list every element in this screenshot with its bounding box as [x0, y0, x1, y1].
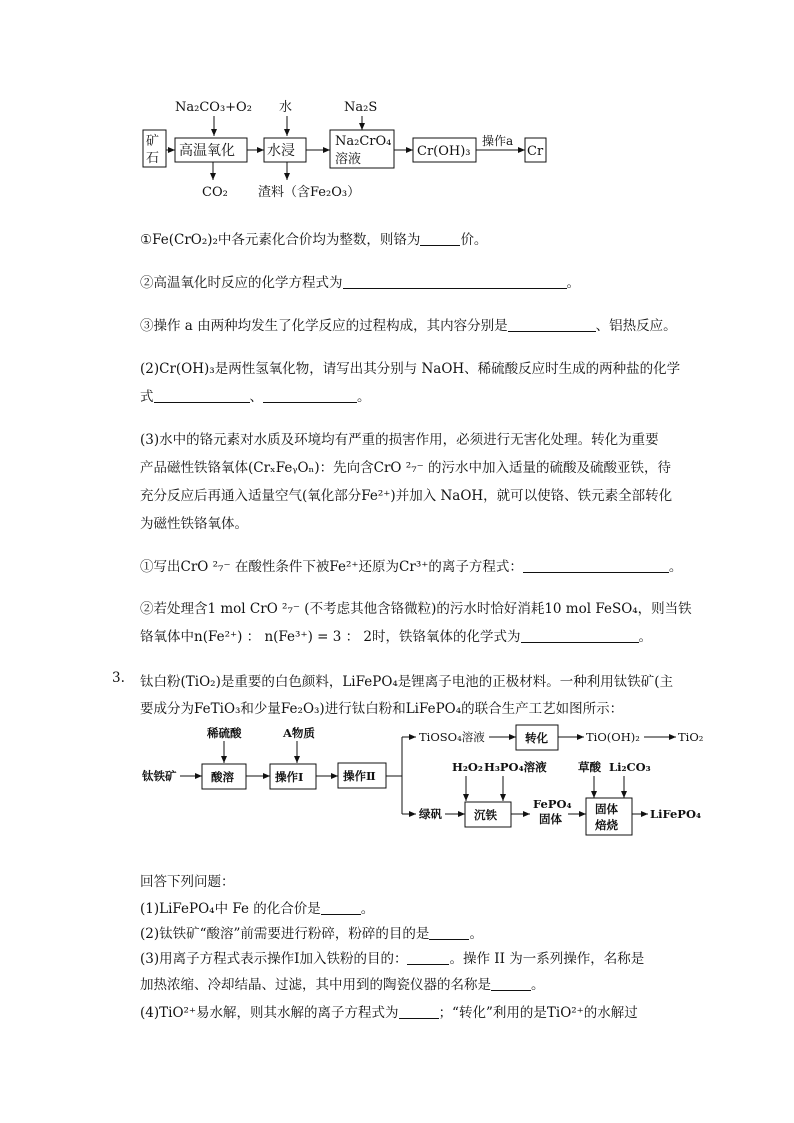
q3-sub-4: (4)TiO²⁺易水解，则其水解的离子方程式为 ；“转化”利用的是TiO²⁺的水解过 — [140, 1005, 638, 1021]
box-solid-roast-label-2: 焙烧 — [595, 818, 618, 832]
box-water-leach-label: 水浸 — [267, 143, 295, 159]
q3-intro-line2: 要成分为FeTiO₃和少量Fe₂O₃)进行钛白粉和LiFePO₄的联合生产工艺如图所示： — [140, 701, 624, 717]
label-tiooh2: TiO(OH)₂ — [586, 730, 640, 744]
q2-part2-line1: (2)Cr(OH)₃是两性氢氧化物，请写出其分别与 NaOH、稀硫酸反应时生成的两种盐的化学 — [140, 361, 681, 377]
q3-sub-1: (1)LiFePO₄中 Fe 的化合价是 。 — [140, 901, 375, 917]
box-operation-1-label: 操作Ⅰ — [275, 770, 304, 784]
answer-blank[interactable] — [429, 925, 469, 940]
q3-number: 3. — [112, 670, 125, 686]
input-na2co3-o2: Na₂CO₃+O₂ — [175, 100, 252, 115]
q3-sub-3: (3)用离子方程式表示操作Ⅰ加入铁粉的目的： 。操作 II 为一系列操作，名称是 — [140, 951, 645, 967]
q2-item-2: ②高温氧化时反应的化学方程式为 。 — [140, 275, 580, 291]
q2-part3-line3: 充分反应后再通入适量空气(氧化部分Fe²⁺)并加入 NaOH，就可以使铬、铁元素全部转化 — [140, 488, 673, 504]
label-fepo4-2: 固体 — [539, 812, 562, 826]
box-ore-label-2: 石 — [146, 151, 160, 166]
label-lifepo4: LiFePO₄ — [650, 807, 702, 821]
box-cr-oh3-label: Cr(OH)₃ — [417, 144, 471, 159]
reagent-h3po4: H₃PO₄溶液 — [484, 760, 547, 774]
box-acid-dissolve-label: 酸溶 — [211, 770, 234, 784]
q2-part2-line2: 式 、 。 — [140, 389, 371, 405]
box-precipitate-iron-label: 沉铁 — [474, 808, 497, 822]
q2-part3-item2-line1: ②若处理含1 mol CrO ²₇⁻ (不考虑其他含铬微粒)的污水时恰好消耗10 mol FeSO₄，则当铁 — [140, 601, 692, 617]
reagent-a: A物质 — [283, 726, 315, 740]
label-green-vitriol: 绿矾 — [419, 807, 442, 821]
input-water: 水 — [279, 100, 293, 115]
answer-blank[interactable] — [491, 976, 531, 991]
answer-blank[interactable] — [399, 1004, 439, 1019]
q3-sub-3-line2: 加热浓缩、冷却结晶、过滤，其中用到的陶瓷仪器的名称是 。 — [140, 977, 545, 993]
box-ore-label-1: 矿 — [146, 134, 160, 149]
reagent-oxalic-acid: 草酸 — [578, 760, 601, 774]
box-operation-2-label: 操作Ⅱ — [343, 769, 376, 783]
q3-sub-2: (2)钛铁矿“酸溶”前需要进行粉碎，粉碎的目的是 。 — [140, 926, 483, 942]
q2-part3-line2: 产品磁性铁铬氧体(CrₓFeᵧOₙ)：先向含CrO ²₇⁻ 的污水中加入适量的硫酸及硫酸亚铁，待 — [140, 460, 672, 476]
q2-part3-line4: 为磁性铁铬氧体。 — [140, 516, 248, 532]
q2-item-1: ①Fe(CrO₂)₂中各元素化合价均为整数，则铬为 价。 — [140, 232, 488, 248]
box-cr-label: Cr — [527, 144, 544, 159]
input-na2s: Na₂S — [344, 100, 378, 115]
label-tio2: TiO₂ — [678, 730, 704, 744]
box-na2cro4-label-2: 溶液 — [335, 152, 362, 167]
q3-answer-intro: 回答下列问题： — [140, 874, 235, 890]
label-operation-a: 操作a — [482, 134, 514, 148]
q2-item-3: ③操作 a 由两种均发生了化学反应的过程构成，其内容分别是 、铝热反应。 — [140, 318, 677, 334]
start-ilmenite: 钛铁矿 — [142, 769, 177, 783]
reagent-li2co3: Li₂CO₃ — [609, 760, 651, 774]
q3-intro-line1: 钛白粉(TiO₂)是重要的白色颜料，LiFePO₄是锂离子电池的正极材料。一种利用钛铁矿(主 — [140, 674, 674, 690]
answer-blank[interactable] — [321, 900, 361, 915]
box-high-temp-oxidation-label: 高温氧化 — [179, 143, 235, 159]
answer-blank[interactable] — [407, 950, 449, 965]
q2-part3-line1: (3)水中的铬元素对水质及环境均有严重的损害作用，必须进行无害化处理。转化为重要 — [140, 432, 659, 448]
reagent-h2o2: H₂O₂ — [452, 760, 483, 774]
label-fepo4-1: FePO₄ — [533, 797, 572, 811]
box-convert-label: 转化 — [525, 731, 548, 745]
output-co2: CO₂ — [202, 185, 228, 200]
output-slag: 渣料（含Fe₂O₃） — [258, 185, 361, 200]
box-solid-roast-label-1: 固体 — [595, 802, 618, 816]
q2-part3-item1: ①写出CrO ²₇⁻ 在酸性条件下被Fe²⁺还原为Cr³⁺的离子方程式： 。 — [140, 559, 683, 575]
q2-part3-item2-line2: 铬氧体中n(Fe²⁺) ： n(Fe³⁺) = 3 ： 2时，铁铬氧体的化学式为 。 — [140, 629, 653, 645]
reagent-dilute-h2so4: 稀硫酸 — [207, 726, 242, 740]
box-na2cro4-label-1: Na₂CrO₄ — [335, 134, 392, 149]
label-tioso4-solution: TiOSO₄溶液 — [419, 730, 485, 744]
